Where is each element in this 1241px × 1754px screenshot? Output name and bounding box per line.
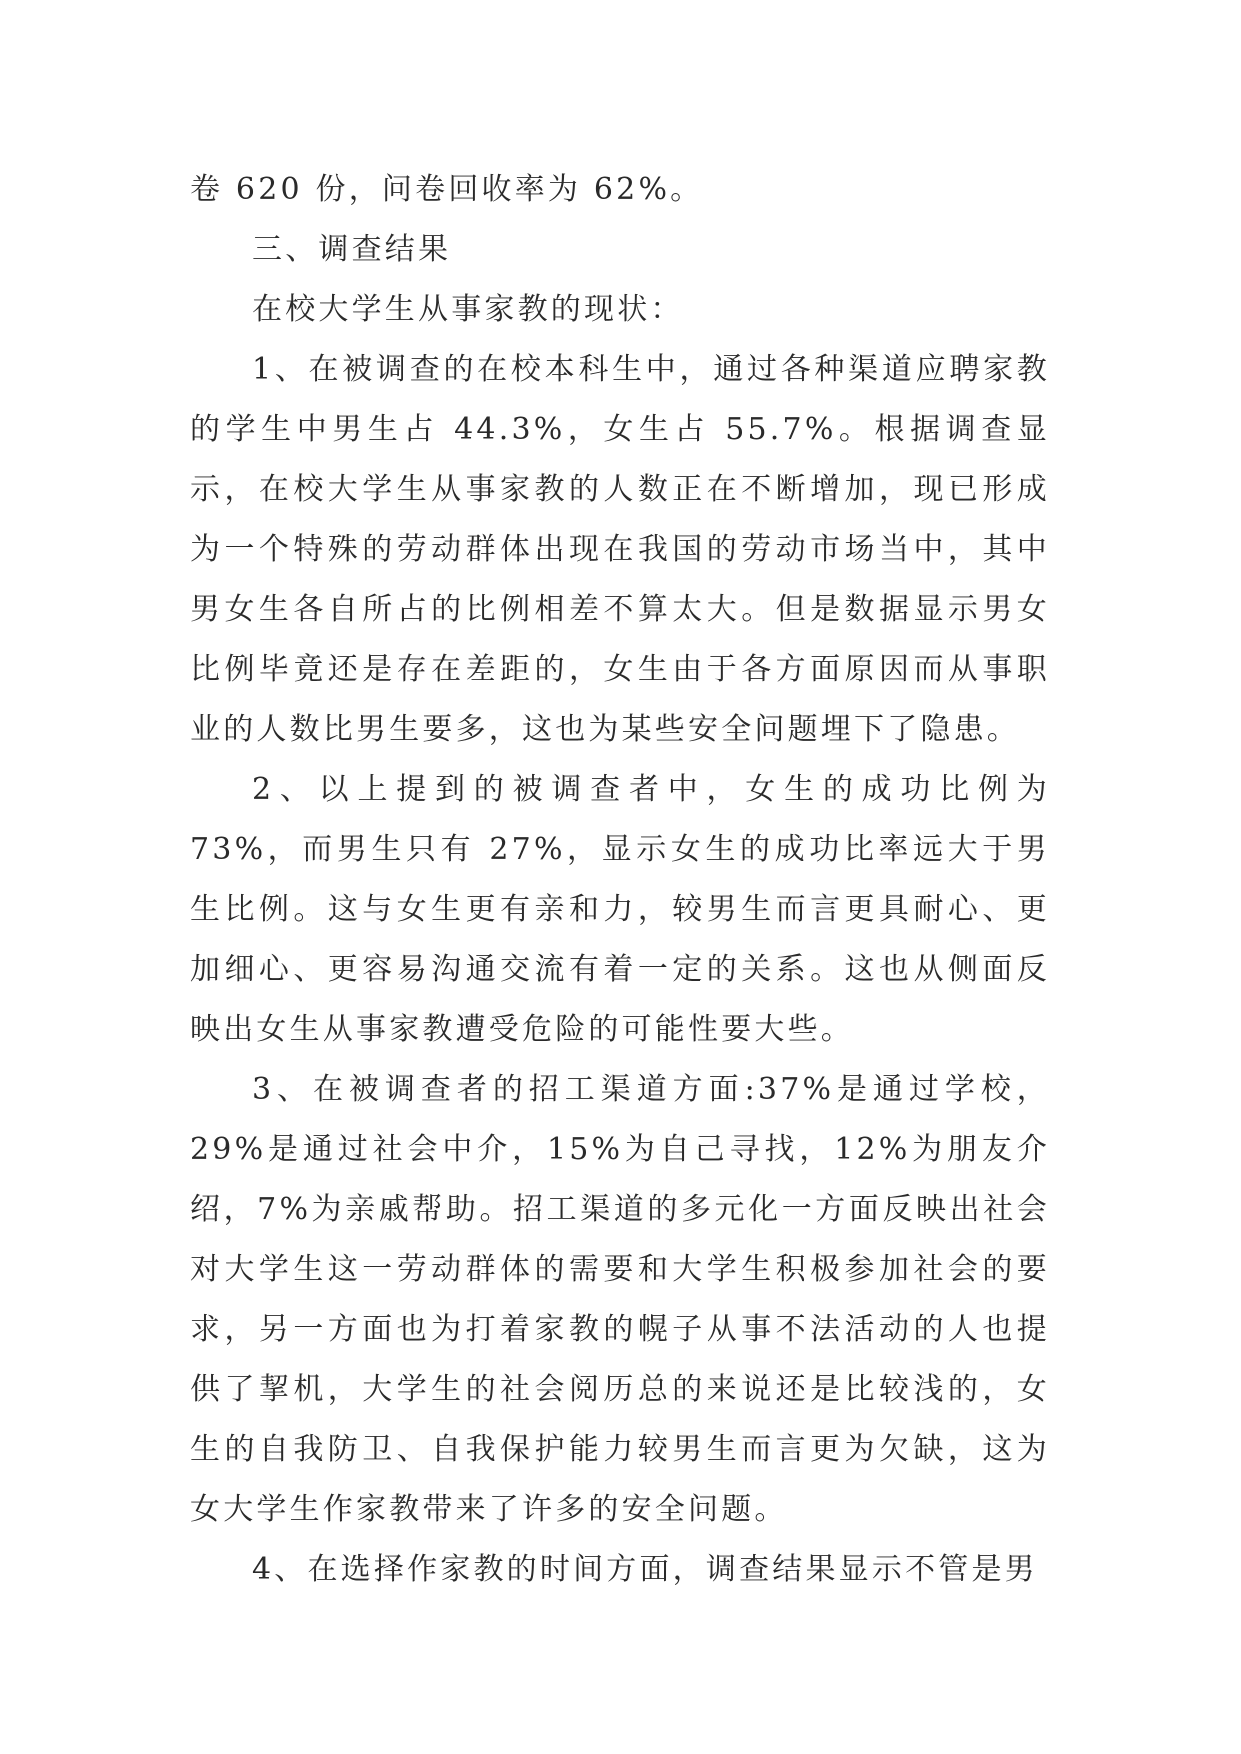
paragraph-item-4: 4、在选择作家教的时间方面，调查结果显示不管是男	[252, 1552, 1038, 1587]
paragraph-continuation: 卷 620 份，问卷回收率为 62%。	[190, 172, 704, 207]
subsection-heading: 在校大学生从事家教的现状：	[252, 292, 684, 327]
document-body	[190, 160, 1050, 1600]
paragraph-item-3: 3、在被调查者的招工渠道方面:37%是通过学校，29%是通过社会中介，15%为自己寻找，12%为朋友介绍，7%为亲戚帮助。招工渠道的多元化一方面反映出社会对大学生这一劳动群体的需要和大学生积极参加社会的要求，另一方面也为打着家教的幌子从事不法活动的人也提供了挈机，大学生的社会阅历总的来说还是比较浅的，女生的自我防卫、自我保护能力较男生而言更为欠缺，这为女大学生作家教带来了许多的安全问题。	[190, 1072, 1050, 1527]
paragraph-item-1: 1、在被调查的在校本科生中，通过各种渠道应聘家教的学生中男生占 44.3%，女生占 55.7%。根据调查显示，在校大学生从事家教的人数正在不断增加，现已形成为一个特殊的劳动群体出现在我国的劳动市场当中，其中男女生各自所占的比例相差不算太大。但是数据显示男女比例毕竟还是存在差距的，女生由于各方面原因而从事职业的人数比男生要多，这也为某些安全问题埋下了隐患。	[190, 352, 1050, 747]
section-heading: 三、调查结果	[252, 232, 452, 267]
paragraph-item-2: 2、以上提到的被调查者中，女生的成功比例为 73%，而男生只有 27%，显示女生的成功比率远大于男生比例。这与女生更有亲和力，较男生而言更具耐心、更加细心、更容易沟通交流有着一定的关系。这也从侧面反映出女生从事家教遭受危险的可能性要大些。	[190, 772, 1050, 1047]
